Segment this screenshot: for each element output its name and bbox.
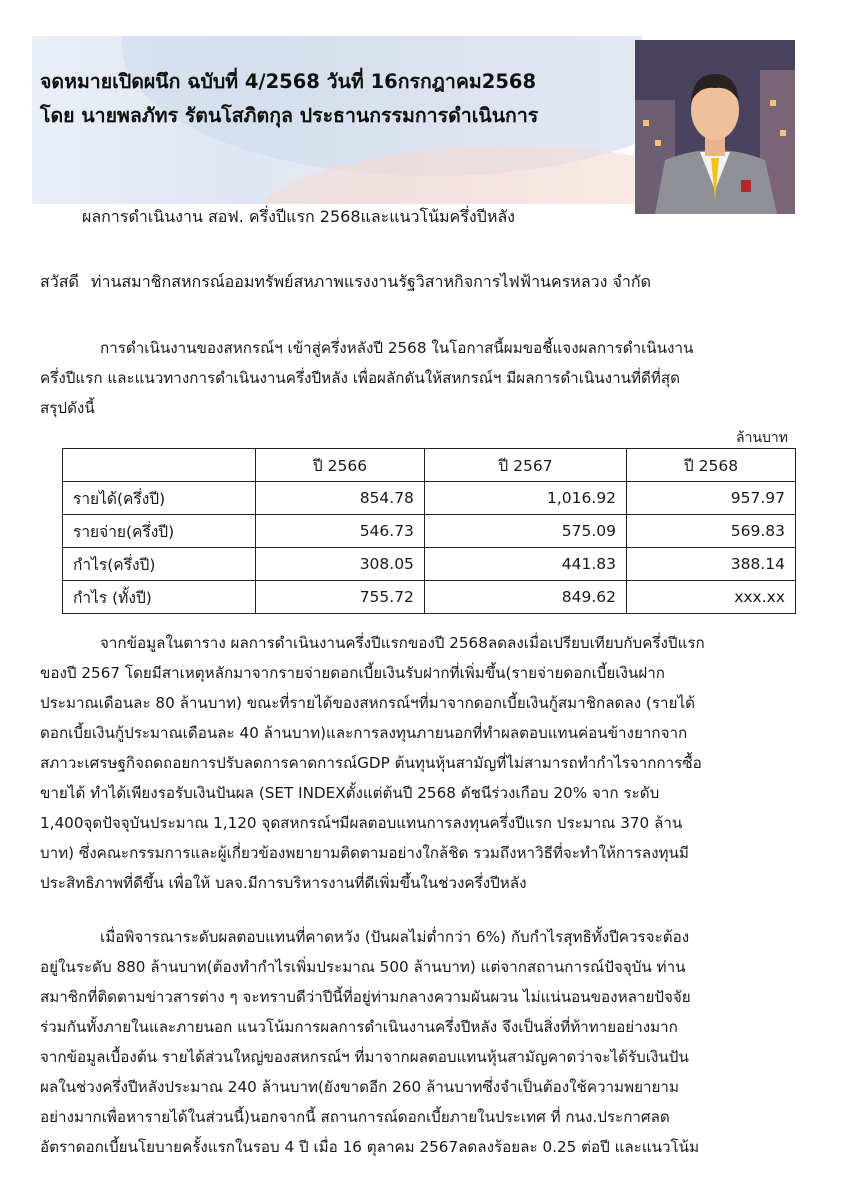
paragraph-line: ขายได้ ทำได้เพียงรอรับเงินปันผล (SET INDEXตั้งแต่ต้นปี 2568 ดัชนีร่วงเกือบ 20% จาก ระดับ (40, 784, 660, 802)
greeting-salutation: สวัสดี (40, 272, 79, 291)
table-cell: 849.62 (424, 581, 626, 614)
body-paragraph-1 (40, 628, 788, 898)
greeting (40, 270, 651, 295)
greeting-recipient: ท่านสมาชิกสหกรณ์ออมทรัพย์สหภาพแรงงานรัฐวิสาหกิจการไฟฟ้านครหลวง จำกัด (90, 272, 651, 291)
table-row (63, 515, 796, 548)
table-cell: 569.83 (627, 515, 796, 548)
row-label: รายได้(ครึ่งปี) (63, 482, 256, 515)
paragraph-line: บาท) ซึ่งคณะกรรมการและผู้เกี่ยวข้องพยายามติดตามอย่างใกล้ชิด รวมถึงหาวิธีที่จะทำให้การลงทุนมี (40, 844, 689, 862)
paragraph-line: ดอกเบี้ยเงินกู้ประมาณเดือนละ 40 ล้านบาท)และการลงทุนภายนอกที่ทำผลตอบแทนค่อนข้างยากจาก (40, 724, 688, 742)
table-row (63, 581, 796, 614)
body-paragraph-2 (40, 922, 788, 1162)
paragraph-line: ผลในช่วงครึ่งปีหลังประมาณ 240 ล้านบาท(ยังขาดอีก 260 ล้านบาทซึ่งจำเป็นต้องใช้ความพยายาม (40, 1078, 679, 1096)
table-cell: xxx.xx (627, 581, 796, 614)
row-label: กำไร (ทั้งปี) (63, 581, 256, 614)
paragraph-line: อย่างมากเพื่อหารายได้ในส่วนนี้)นอกจากนี้ สถานการณ์ดอกเบี้ยภายในประเทศ ที่ กนง.ประกาศลด (40, 1108, 670, 1126)
table-header-cell: ปี 2568 (627, 449, 796, 482)
paragraph-line: อยู่ในระดับ 880 ล้านบาท(ต้องทำกำไรเพิ่มประมาณ 500 ล้านบาท) แต่จากสถานการณ์ปัจจุบัน ท่าน (40, 958, 686, 976)
paragraph-line: ของปี 2567 โดยมีสาเหตุหลักมาจากรายจ่ายดอกเบี้ยเงินรับฝากที่เพิ่มขึ้น(รายจ่ายดอกเบี้ยเงินฝาก (40, 664, 665, 682)
table-cell: 575.09 (424, 515, 626, 548)
table-cell: 308.05 (256, 548, 425, 581)
table-cell: 755.72 (256, 581, 425, 614)
letter-subtitle: ผลการดำเนินงาน สอฟ. ครึ่งปีแรก 2568และแนวโน้มครึ่งปีหลัง (82, 207, 515, 226)
table-row (63, 482, 796, 515)
paragraph-line: อัตราดอกเบี้ยนโยบายครั้งแรกในรอบ 4 ปี เมื่อ 16 ตุลาคม 2567ลดลงร้อยละ 0.25 ต่อปี และแนวโน้ม (40, 1138, 700, 1156)
paragraph-line: ครึ่งปีแรก และแนวทางการดำเนินงานครึ่งปีหลัง เพื่อผลักดันให้สหกรณ์ฯ มีผลการดำเนินงานที่ดีที่สุด (40, 369, 681, 387)
paragraph-line: 1,400จุดปัจจุบันประมาณ 1,120 จุดสหกรณ์ฯมีผลตอบแทนการลงทุนครึ่งปีแรก ประมาณ 370 ล้าน (40, 814, 683, 832)
paragraph-line: สมาชิกที่ติดตามข่าวสารต่าง ๆ จะทราบดีว่าปีนี้ที่อยู่ท่ามกลางความผันผวน ไม่แน่นอนของหลายปัจจัย (40, 988, 691, 1006)
table-cell: 441.83 (424, 548, 626, 581)
paragraph-line: เมื่อพิจารณาระดับผลตอบแทนที่คาดหวัง (ปันผลไม่ต่ำกว่า 6%) กับกำไรสุทธิทั้งปีควรจะต้อง (100, 928, 690, 946)
paragraph-line: ประสิทธิภาพที่ดีขึ้น เพื่อให้ บลจ.มีการบริหารงานที่ดีเพิ่มขึ้นในช่วงครึ่งปีหลัง (40, 874, 527, 892)
letter-title: จดหมายเปิดผนึก ฉบับที่ 4/2568 วันที่ 16กรกฎาคม2568 (40, 70, 537, 93)
table-header-cell: ปี 2566 (256, 449, 425, 482)
portrait-illustration (635, 40, 795, 214)
table-header-cell: ปี 2567 (424, 449, 626, 482)
row-label: กำไร(ครึ่งปี) (63, 548, 256, 581)
chairman-portrait (635, 40, 795, 214)
paragraph-line: การดำเนินงานของสหกรณ์ฯ เข้าสู่ครึ่งหลังปี 2568 ในโอกาสนี้ผมขอชี้แจงผลการดำเนินงาน (100, 339, 694, 357)
row-label: รายจ่าย(ครึ่งปี) (63, 515, 256, 548)
table-cell: 388.14 (627, 548, 796, 581)
paragraph-line: จากข้อมูลเบื้องต้น รายได้ส่วนใหญ่ของสหกรณ์ฯ ที่มาจากผลตอบแทนหุ้นสามัญคาดว่าจะได้รับเงินปัน (40, 1048, 689, 1066)
table-cell: 546.73 (256, 515, 425, 548)
paragraph-line: สรุปดังนี้ (40, 399, 95, 417)
table-header-row (63, 449, 796, 482)
table-cell: 1,016.92 (424, 482, 626, 515)
intro-paragraph (40, 333, 788, 423)
letter-author: โดย นายพลภัทร รัตนโสภิตกุล ประธานกรรมการดำเนินการ (40, 104, 539, 127)
paragraph-line: จากข้อมูลในตาราง ผลการดำเนินงานครึ่งปีแรกของปี 2568ลดลงเมื่อเปรียบเทียบกับครึ่งปีแรก (100, 634, 705, 652)
paragraph-line: ร่วมกันทั้งภายในและภายนอก แนวโน้มการผลการดำเนินงานครึ่งปีหลัง จึงเป็นสิ่งที่ท้าทายอย่างมาก (40, 1018, 678, 1036)
paragraph-line: ประมาณเดือนละ 80 ล้านบาท) ขณะที่รายได้ของสหกรณ์ฯที่มาจากดอกเบี้ยเงินกู้สมาชิกลดลง (รายได้ (40, 694, 695, 712)
table-header-cell (63, 449, 256, 482)
table-unit: ล้านบาท (736, 430, 788, 446)
table-cell: 854.78 (256, 482, 425, 515)
financial-table (62, 448, 796, 614)
paragraph-line: สภาวะเศรษฐกิจถดถอยการปรับลดการคาดการณ์GDP ต้นทุนหุ้นสามัญที่ไม่สามารถทำกำไรจากการซื้อ (40, 754, 702, 772)
table-row (63, 548, 796, 581)
table-cell: 957.97 (627, 482, 796, 515)
